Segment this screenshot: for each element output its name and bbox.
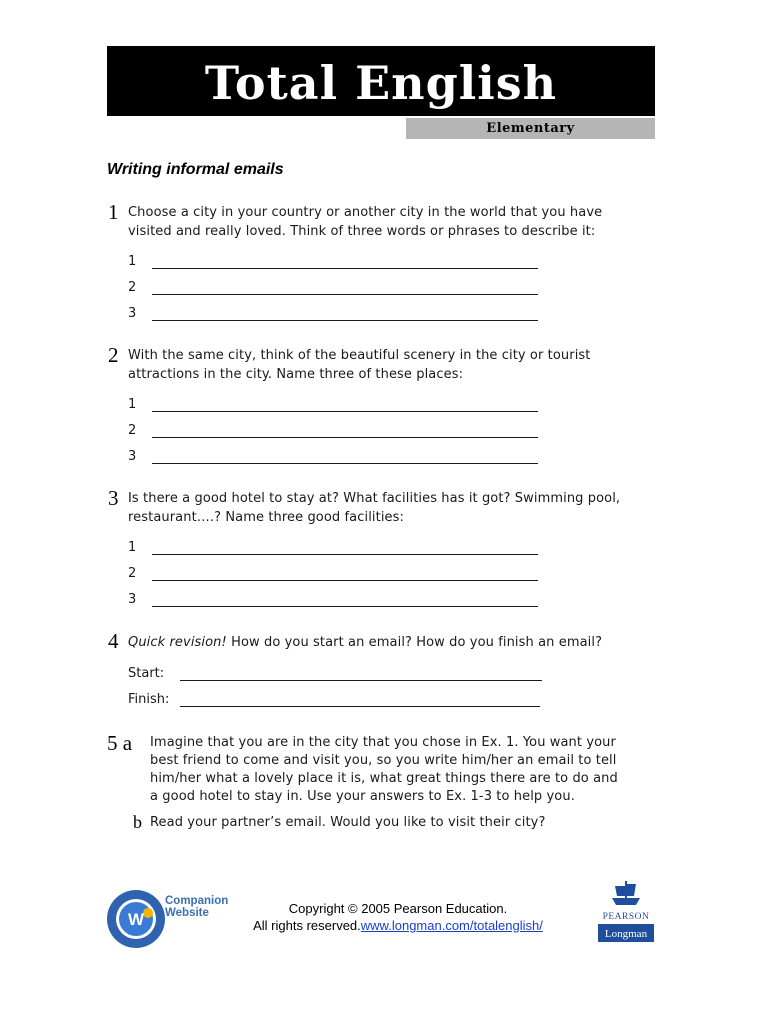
header-banner	[107, 46, 655, 116]
exercise-number-4: 4	[108, 629, 119, 653]
answer-line[interactable]	[152, 580, 538, 581]
companion-logo-dot	[143, 908, 153, 918]
answer-line[interactable]	[152, 437, 538, 438]
finish-answer-line[interactable]	[180, 706, 540, 707]
level-bar	[406, 118, 655, 139]
exercise-4-question: How do you start an email? How do you finish an email?	[226, 635, 603, 650]
answer-number: 1	[128, 254, 137, 269]
ship-icon	[612, 881, 640, 905]
exercise-3-line-2: restaurant….? Name three good facilities:	[128, 509, 404, 525]
book-title: Total English	[204, 56, 558, 110]
level-label: Elementary	[486, 121, 575, 136]
pearson-longman-logo[interactable]	[598, 878, 654, 942]
exercise-number-3: 3	[108, 486, 119, 510]
finish-row[interactable]	[128, 692, 169, 707]
companion-website-logo[interactable]	[106, 889, 166, 949]
answer-number: 3	[128, 592, 137, 607]
longman-wordmark: Longman	[604, 928, 648, 940]
exercise-5b-instructions: Read your partner’s email. Would you like to visit their city?	[150, 815, 546, 830]
exercise-1-line-1: Choose a city in your country or another city in the world that you have	[128, 205, 603, 220]
exercise-2-line-1: With the same city, think of the beautiful scenery in the city or tourist	[128, 348, 591, 363]
exercise-5a-instructions	[150, 734, 618, 806]
answer-number: 3	[128, 306, 137, 321]
answer-line[interactable]	[152, 268, 538, 269]
exercise-5a-line-4: a good hotel to stay in. Use your answers to Ex. 1-3 to help you.	[150, 789, 575, 804]
answer-number: 2	[128, 566, 137, 581]
answer-line[interactable]	[152, 463, 538, 464]
rights-text: All rights reserved.	[253, 918, 361, 933]
exercise-5a-line-1: Imagine that you are in the city that you chose in Ex. 1. You want your	[150, 735, 616, 750]
answer-number: 1	[128, 540, 137, 555]
companion-badge-letter: W	[127, 910, 145, 929]
exercise-5-number: 5	[107, 731, 118, 755]
finish-label: Finish:	[128, 692, 170, 707]
answer-line[interactable]	[152, 320, 538, 321]
exercise-3-line-1: Is there a good hotel to stay at? What facilities has it got? Swimming pool,	[128, 491, 621, 506]
exercise-5-part-a: a	[122, 731, 133, 755]
exercise-5a-line-2: best friend to come and visit you, so you write him/her an email to tell	[150, 753, 617, 768]
start-label: Start:	[128, 666, 165, 681]
answer-number: 2	[128, 423, 137, 438]
exercise-number-5	[107, 731, 132, 756]
start-answer-line[interactable]	[180, 680, 542, 681]
answer-line[interactable]	[152, 411, 538, 412]
exercise-number-1: 1	[108, 200, 119, 224]
exercise-1-instructions	[128, 204, 602, 241]
section-title: Writing informal emails	[107, 161, 284, 178]
exercise-2-instructions	[128, 347, 590, 384]
exercise-1-line-2: visited and really loved. Think of three words or phrases to describe it:	[128, 223, 596, 239]
pearson-wordmark: PEARSON	[602, 912, 650, 922]
quick-revision-label: Quick revision!	[128, 635, 227, 650]
exercise-3-instructions	[128, 490, 620, 527]
start-row[interactable]	[128, 666, 164, 681]
answer-number: 2	[128, 280, 137, 295]
rights-line	[200, 917, 596, 934]
exercise-2-line-2: attractions in the city. Name three of these places:	[128, 366, 464, 382]
answer-line[interactable]	[152, 554, 538, 555]
companion-label-line-1: Companion	[165, 895, 229, 907]
answer-line[interactable]	[152, 294, 538, 295]
answer-number: 3	[128, 449, 137, 464]
exercise-number-2: 2	[108, 343, 119, 367]
website-link[interactable]: www.longman.com/totalenglish/	[360, 918, 543, 933]
copyright-text: Copyright © 2005 Pearson Education.	[288, 901, 508, 916]
answer-line[interactable]	[152, 606, 538, 607]
exercise-5a-line-3: him/her what a lovely place it is, what great things there are to do and	[150, 771, 618, 786]
companion-label-line-2: Website	[165, 907, 209, 919]
answer-number: 1	[128, 397, 137, 412]
exercise-4-instructions	[128, 634, 602, 653]
exercise-5-part-b: b	[133, 812, 142, 832]
